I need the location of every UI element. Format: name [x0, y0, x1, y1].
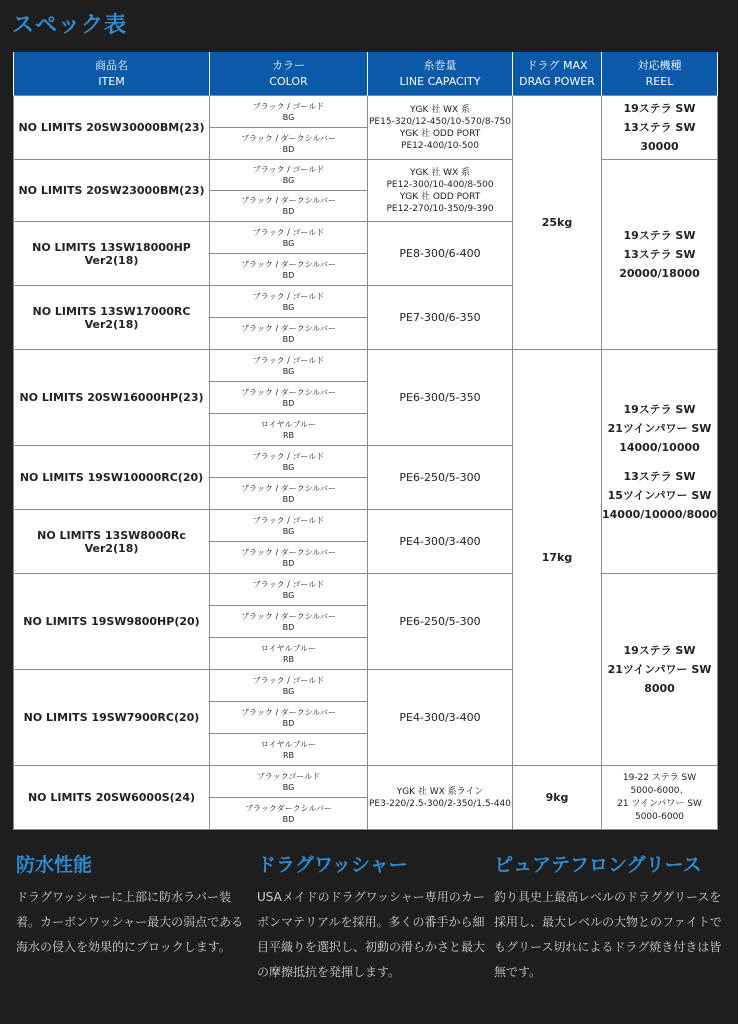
feature-body: USAメイドのドラグワッシャー専用のカーボンマテリアルを採用。多くの番手から細目平織りを選択し、初動の滑らかさと最大の摩擦抵抗を発揮します。	[257, 890, 486, 979]
color-code: BD	[282, 144, 295, 154]
header-jp: カラー	[272, 58, 305, 72]
color-cell	[210, 191, 368, 222]
cap-line: PE4-300/3-400	[399, 711, 481, 724]
color-code: BD	[282, 270, 295, 280]
color-cell	[210, 382, 368, 414]
color-name: ブラック / ゴールド	[252, 675, 325, 685]
table-header-row	[14, 52, 718, 96]
header-line-capacity	[368, 52, 513, 96]
color-cell	[210, 638, 368, 670]
color-name: ブラック / ゴールド	[252, 101, 325, 111]
reel-line: 13ステラ SW	[623, 121, 696, 134]
cap-line: PE7-300/6-350	[399, 311, 481, 324]
line-capacity	[368, 766, 513, 830]
spec-table	[13, 52, 718, 830]
color-code: BD	[282, 494, 295, 504]
color-code: BD	[282, 334, 295, 344]
line-capacity	[368, 446, 513, 510]
color-code: BG	[282, 462, 295, 472]
header-en: LINE CAPACITY	[399, 74, 481, 88]
color-cell	[210, 574, 368, 606]
item-name: NO LIMITS 13SW8000Rc Ver2(18)	[14, 510, 210, 574]
drag-power: 17kg	[513, 350, 602, 766]
color-name: ブラックゴールド	[256, 771, 321, 781]
header-color	[210, 52, 368, 96]
color-cell	[210, 160, 368, 191]
feature-title: ドラグワッシャー	[257, 854, 408, 876]
feature-drag-washer	[257, 845, 485, 985]
feature-title: 防水性能	[16, 854, 93, 876]
table-row	[14, 160, 718, 191]
color-cell	[210, 798, 368, 830]
cap-line: PE6-250/5-300	[399, 471, 481, 484]
color-code: BG	[282, 686, 295, 696]
color-name: ブラック / ダークシルバー	[241, 259, 336, 269]
reel-line: 19ステラ SW	[623, 402, 696, 416]
item-name: NO LIMITS 20SW16000HP(23)	[14, 350, 210, 446]
cap-line: YGK 社 WX 系ライン	[396, 786, 484, 797]
line-capacity	[368, 286, 513, 350]
line-capacity	[368, 160, 513, 222]
color-name: ブラック / ゴールド	[252, 165, 325, 174]
reel-line: 14000/10000/8000	[602, 507, 718, 521]
color-cell	[210, 414, 368, 446]
table-row	[14, 766, 718, 798]
page-title: スペック表	[12, 13, 128, 38]
color-cell	[210, 350, 368, 382]
color-cell	[210, 670, 368, 702]
cap-line: PE15-320/12-450/10-570/8-750	[369, 116, 511, 127]
color-name: ロイヤルブルー	[260, 419, 317, 429]
color-code: BD	[282, 718, 295, 728]
table-row	[14, 574, 718, 606]
color-cell	[210, 542, 368, 574]
reel-line: 14000/10000	[619, 440, 700, 454]
color-name: ブラック / ダークシルバー	[241, 707, 336, 717]
reel-line: 19ステラ SW	[623, 229, 696, 242]
color-name: ブラック / ゴールド	[252, 291, 325, 301]
reel-line: 21ツインパワー SW	[607, 421, 712, 435]
cap-line: PE6-300/5-350	[399, 391, 481, 404]
line-capacity	[368, 670, 513, 766]
color-name: ロイヤルブルー	[260, 643, 317, 653]
color-cell	[210, 766, 368, 798]
header-en: ITEM	[98, 74, 125, 88]
line-capacity	[368, 574, 513, 670]
color-code: BG	[282, 590, 295, 600]
color-name: ブラック / ゴールド	[252, 515, 325, 525]
cap-line: YGK 社 ODD PORT	[399, 128, 481, 139]
color-code: BG	[282, 782, 295, 792]
reel-line: 21 ツインパワー SW	[617, 798, 702, 809]
item-name: NO LIMITS 19SW7900RC(20)	[14, 670, 210, 766]
reel-compat	[602, 766, 718, 830]
reel-line: 8000	[644, 682, 675, 695]
header-jp: 商品名	[95, 58, 128, 72]
drag-power: 25kg	[513, 96, 602, 350]
reel-line: 5000-6000	[634, 811, 685, 822]
color-cell	[210, 254, 368, 286]
cap-line: PE6-250/5-300	[399, 615, 481, 628]
reel-line: 13ステラ SW	[623, 248, 696, 261]
item-name: NO LIMITS 20SW6000S(24)	[14, 766, 210, 830]
color-code: RB	[282, 430, 295, 440]
cap-line: PE4-300/3-400	[399, 535, 481, 548]
line-capacity	[368, 350, 513, 446]
reel-compat	[602, 350, 718, 574]
color-name: ブラック / ダークシルバー	[241, 196, 336, 205]
color-code: BD	[282, 207, 295, 216]
color-name: ロイヤルブルー	[260, 739, 317, 749]
cap-line: PE3-220/2.5-300/2-350/1.5-440	[369, 798, 511, 809]
item-name: NO LIMITS 19SW10000RC(20)	[14, 446, 210, 510]
line-capacity	[368, 510, 513, 574]
color-name: ブラック / ダークシルバー	[241, 611, 336, 621]
header-en: DRAG POWER	[519, 74, 595, 88]
cap-line: PE12-270/10-350/9-390	[386, 203, 494, 214]
reel-line: 20000/18000	[619, 267, 700, 280]
table-row	[14, 96, 718, 128]
color-cell	[210, 96, 368, 128]
color-code: BG	[282, 302, 295, 312]
color-name: ブラック / ダークシルバー	[241, 547, 336, 557]
line-capacity	[368, 222, 513, 286]
cap-line: PE12-400/10-500	[401, 140, 479, 151]
color-code: BG	[282, 238, 295, 248]
color-cell	[210, 446, 368, 478]
color-cell	[210, 128, 368, 160]
cap-line: PE8-300/6-400	[399, 247, 481, 260]
color-name: ブラック / ダークシルバー	[241, 133, 336, 143]
feature-body: 釣り具史上最高レベルのドラググリースを採用し、最大レベルの大物とのファイトでもグリース切れによるドラグ焼き付きは皆無です。	[494, 890, 722, 979]
color-name: ブラック / ダークシルバー	[241, 387, 336, 397]
header-item	[14, 52, 210, 96]
table-row	[14, 350, 718, 382]
reel-line: 19ステラ SW	[623, 102, 696, 115]
header-jp: 対応機種	[637, 58, 682, 72]
cap-line: PE12-300/10-400/8-500	[386, 179, 494, 190]
cap-line: YGK 社 WX 系	[409, 104, 471, 115]
color-code: BD	[282, 814, 295, 824]
reel-compat	[602, 574, 718, 766]
header-en: COLOR	[269, 74, 308, 88]
color-code: BG	[282, 112, 295, 122]
reel-line: 21ツインパワー SW	[607, 663, 712, 676]
reel-gap	[602, 457, 717, 467]
reel-compat	[602, 160, 718, 350]
reel-line: 19ステラ SW	[623, 644, 696, 657]
item-name: NO LIMITS 13SW18000HP Ver2(18)	[14, 222, 210, 286]
feature-teflon-grease	[494, 845, 724, 985]
feature-waterproof	[16, 845, 248, 960]
item-name: NO LIMITS 20SW30000BM(23)	[14, 96, 210, 160]
color-code: BG	[282, 366, 295, 376]
drag-power: 9kg	[513, 766, 602, 830]
reel-line: 13ステラ SW	[623, 469, 696, 483]
reel-line: 30000	[640, 140, 679, 153]
color-cell	[210, 606, 368, 638]
header-en: REEL	[645, 74, 674, 88]
reel-line: 5000-6000、	[630, 785, 689, 796]
color-code: BG	[282, 176, 295, 185]
color-name: ブラック / ゴールド	[252, 227, 325, 237]
color-name: ブラック / ゴールド	[252, 451, 325, 461]
color-code: BD	[282, 622, 295, 632]
reel-compat	[602, 96, 718, 160]
color-name: ブラック / ダークシルバー	[241, 323, 336, 333]
color-name: ブラック / ゴールド	[252, 579, 325, 589]
header-reel	[602, 52, 718, 96]
color-code: BD	[282, 558, 295, 568]
color-cell	[210, 286, 368, 318]
header-drag-power	[513, 52, 602, 96]
color-code: BG	[282, 526, 295, 536]
color-cell	[210, 510, 368, 542]
color-name: ブラック / ダークシルバー	[241, 483, 336, 493]
feature-body: ドラグワッシャーに上部に防水ラバー装着。カーボンワッシャー最大の弱点である海水の侵入を効果的にブロックします。	[16, 890, 244, 954]
color-cell	[210, 318, 368, 350]
feature-title: ピュアテフロングリース	[494, 854, 702, 876]
item-name: NO LIMITS 13SW17000RC Ver2(18)	[14, 286, 210, 350]
color-name: ブラック / ゴールド	[252, 355, 325, 365]
color-cell	[210, 702, 368, 734]
item-name: NO LIMITS 20SW23000BM(23)	[14, 160, 210, 222]
color-code: RB	[282, 654, 295, 664]
item-name: NO LIMITS 19SW9800HP(20)	[14, 574, 210, 670]
color-cell	[210, 734, 368, 766]
color-cell	[210, 222, 368, 254]
line-capacity	[368, 96, 513, 160]
cap-line: YGK 社 WX 系	[409, 167, 471, 178]
reel-line: 19-22 ステラ SW	[622, 772, 697, 783]
color-code: RB	[282, 750, 295, 760]
reel-line: 15ツインパワー SW	[607, 488, 712, 502]
color-name: ブラックダークシルバー	[245, 803, 332, 813]
cap-line: YGK 社 ODD PORT	[399, 191, 481, 202]
header-jp: ドラグ MAX	[526, 58, 588, 72]
color-cell	[210, 478, 368, 510]
header-jp: 糸巻量	[423, 58, 457, 72]
color-code: BD	[282, 398, 295, 408]
